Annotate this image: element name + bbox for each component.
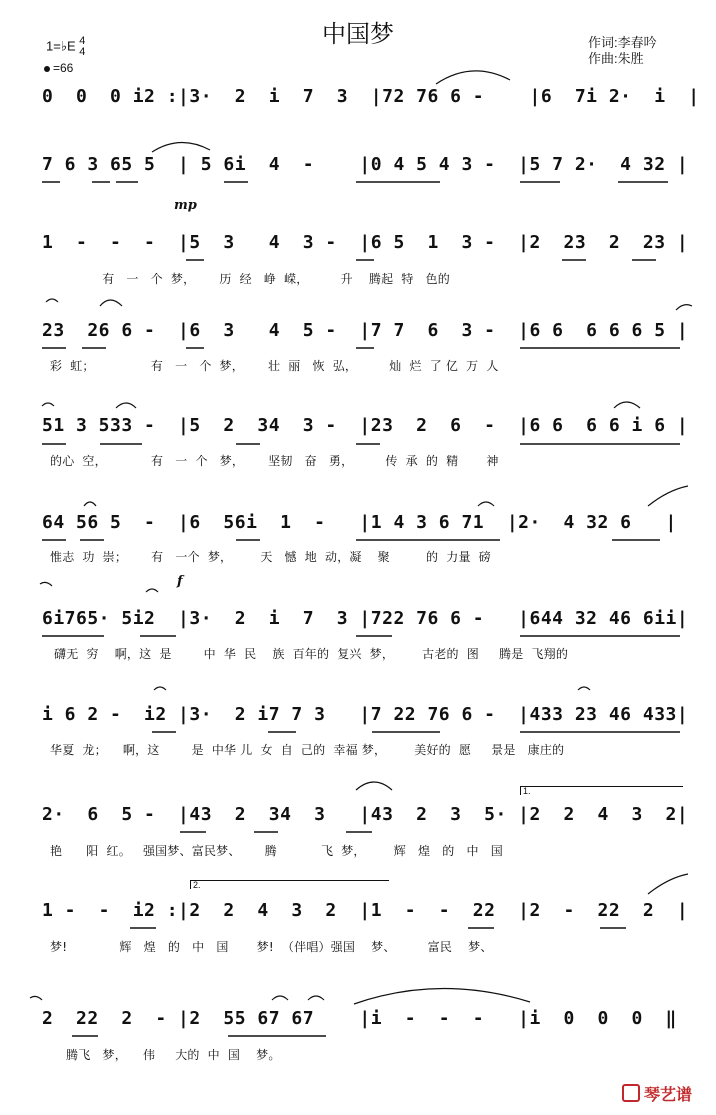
slur-row11b bbox=[272, 996, 288, 1000]
notation-row-8: i 6 2 - i2 |3· 2 i7 7 3 |7 22 76 6 - |433 23 46 433| bbox=[42, 704, 689, 725]
slur-row5a bbox=[42, 403, 54, 406]
slur-row10 bbox=[648, 874, 688, 894]
lyric-row-7: 礴无 穷 啊，这 是 中 华 民 族 百年的 复兴 梦， 古老的 图 腾是 飞翔的 bbox=[50, 647, 569, 661]
flat-sign: ♭ bbox=[60, 38, 67, 54]
time-bottom: 4 bbox=[79, 46, 86, 58]
lyric-row-6: 惟志 功 崇； 有 一个 梦， 天 憾 地 动，凝 聚 的 力量 磅 bbox=[50, 550, 491, 564]
lyric-row-3: 有 一 个 梦， 历 经 峥 嵘， 升 腾起 特 色的 bbox=[50, 272, 450, 286]
slur-row6b bbox=[478, 502, 494, 506]
slur-row7b bbox=[146, 589, 158, 592]
notation-row-11: 2 22 2 - |2 55 67 67 |i - - - |i 0 0 0 ‖ bbox=[42, 1008, 677, 1029]
tempo-value: =66 bbox=[53, 61, 74, 75]
key-letter: E bbox=[66, 38, 76, 54]
notation-row-10: 1 - - i2 :|2 2 4 3 2 |1 - - 22 |2 - 22 2 | bbox=[42, 900, 689, 921]
lyric-row-4: 彩 虹； 有 一 个 梦， 壮 丽 恢 弘， 灿 烂 了 亿 万 人 bbox=[50, 359, 499, 373]
dynamic-f: f bbox=[177, 574, 183, 589]
lyric-row-11: 腾飞 梦， 伟 大的 中 国 梦。 bbox=[50, 1048, 281, 1062]
underline-beams bbox=[42, 182, 689, 1036]
slur-row7a bbox=[40, 582, 52, 586]
lyricist-credit: 作词:李春吟 bbox=[588, 35, 657, 50]
song-title: 中国梦 bbox=[322, 21, 394, 48]
dynamic-mp: mp bbox=[174, 198, 197, 213]
slur-row8b bbox=[578, 687, 590, 690]
slur-row4c bbox=[676, 305, 692, 310]
volta-first: 1. bbox=[520, 786, 683, 795]
watermark-text: 琴艺谱 bbox=[644, 1087, 693, 1104]
slur-row8a bbox=[154, 687, 166, 690]
slur-row6c bbox=[648, 486, 688, 506]
notation-row-4: 23 26 6 - |6 3 4 5 - |7 7 6 3 - |6 6 6 6 6 5 | bbox=[42, 320, 689, 341]
piano-logo-icon bbox=[622, 1084, 640, 1102]
slur-row6a bbox=[84, 502, 96, 506]
slur-row2 bbox=[152, 142, 210, 152]
notation-row-1: 0 0 0 i2 :|3· 2 i 7 3 |72 76 6 - |6 7i 2· i | bbox=[42, 86, 700, 107]
lyric-row-9: 艳 阳 红。 强国梦、富民梦、 腾 飞 梦， 辉 煌 的 中 国 bbox=[50, 844, 503, 858]
notation-row-6: 64 56 5 - |6 56i 1 - |1 4 3 6 71 |2· 4 32 6 | bbox=[42, 512, 677, 533]
time-top: 4 bbox=[79, 35, 86, 47]
watermark-logo bbox=[622, 1082, 692, 1105]
slur-row11a bbox=[30, 996, 42, 1000]
slur-row1 bbox=[436, 71, 510, 84]
slur-row11c bbox=[308, 996, 324, 1000]
lyric-row-5: 的心 空， 有 一 个 梦， 坚韧 奋 勇， 传 承 的 精 神 bbox=[50, 454, 499, 468]
notation-row-2: 7 6 3 65 5 | 5 6i 4 - |0 4 5 4 3 - |5 7 2· 4 32 | bbox=[42, 154, 689, 175]
slur-row5c bbox=[614, 402, 640, 408]
notation-row-5: 51 3 533 - |5 2 34 3 - |23 2 6 - |6 6 6 6 i 6 | bbox=[42, 415, 689, 436]
slur-row5b bbox=[116, 403, 136, 408]
notation-row-7: 6i765· 5i2 |3· 2 i 7 3 |722 76 6 - |644 32 46 6ii| bbox=[42, 608, 689, 629]
slur-row11d bbox=[354, 988, 530, 1004]
volta-second: 2. bbox=[190, 880, 389, 889]
composer-credit: 作曲:朱胜 bbox=[588, 51, 644, 66]
slur-row4a bbox=[46, 299, 58, 302]
lyric-row-10: 梦! 辉 煌 的 中 国 梦! （伴唱）强国 梦、 富民 梦、 bbox=[50, 940, 493, 954]
notation-row-9: 2· 6 5 - |43 2 34 3 |43 2 3 5· |2 2 4 3 2| bbox=[42, 804, 689, 825]
slur-row4b bbox=[100, 300, 122, 306]
notation-row-3: 1 - - - |5 3 4 3 - |6 5 1 3 - |2 23 2 23 | bbox=[42, 232, 689, 253]
lyric-row-8: 华夏 龙； 啊，这 是 中华 儿 女 自 己的 幸福 梦， 美好的 愿 景是 康庄的 bbox=[50, 743, 565, 757]
key-prefix: 1= bbox=[46, 38, 61, 54]
slur-row9 bbox=[356, 782, 392, 790]
